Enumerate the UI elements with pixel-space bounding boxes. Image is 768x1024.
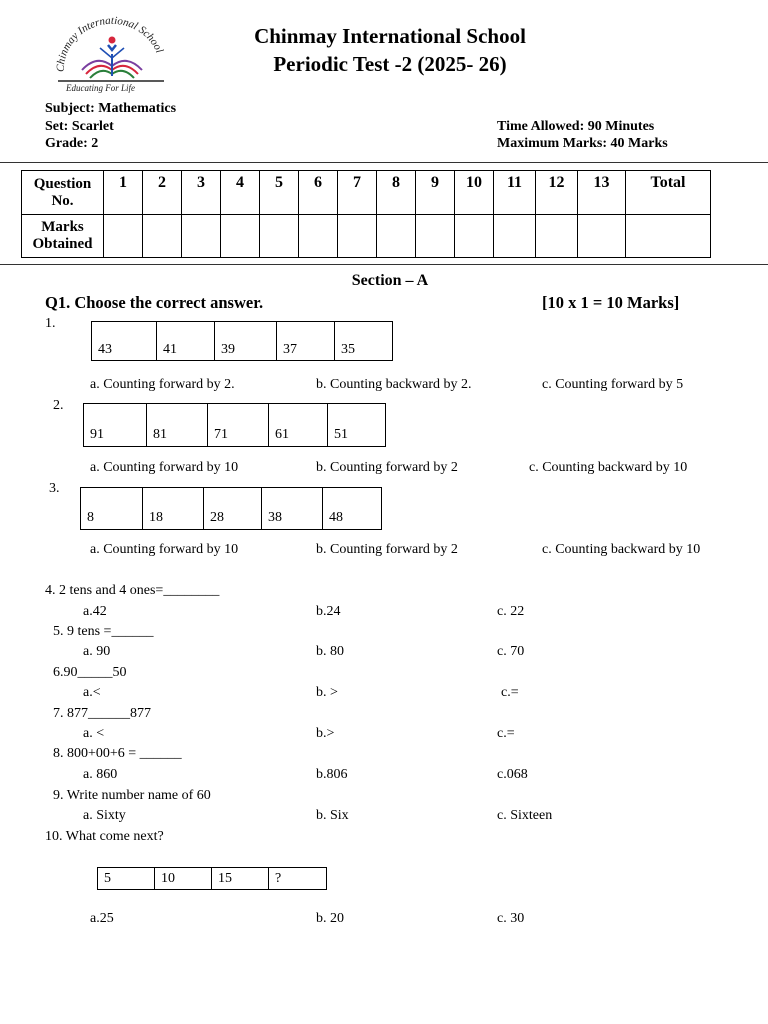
sequence-cell: 81 [147, 404, 208, 446]
set-label: Set: Scarlet [45, 119, 114, 134]
sequence-cell: 38 [262, 488, 323, 529]
number-sequence [91, 321, 393, 361]
marks-cell[interactable] [104, 215, 143, 258]
option-b[interactable]: b. Six [316, 808, 349, 823]
sequence-cell: 15 [212, 868, 269, 889]
sequence-cell: ? [275, 871, 282, 886]
qnum-cell: 8 [377, 171, 416, 215]
qnum-cell: 13 [578, 171, 626, 215]
number-sequence [80, 487, 382, 530]
sequence-cell: 51 [334, 427, 348, 442]
total-header: Total [626, 171, 711, 215]
sequence-cell: 48 [329, 510, 343, 525]
sequence-cell: 43 [92, 322, 157, 360]
option-a[interactable]: a. Counting forward by 2. [90, 377, 235, 392]
option-c[interactable]: c. Counting backward by 10 [542, 542, 701, 557]
option-c[interactable]: c. 30 [497, 911, 525, 926]
question-number: 2. [53, 398, 64, 413]
sequence-cell: 35 [341, 342, 355, 357]
divider-top [0, 162, 768, 163]
marks-cell[interactable] [455, 215, 494, 258]
maximum-marks: Maximum Marks: 40 Marks [497, 136, 668, 151]
option-b[interactable]: b.24 [316, 604, 341, 619]
sequence-cell: 91 [84, 404, 147, 446]
school-name: Chinmay International School [254, 24, 526, 48]
option-a[interactable]: a.< [83, 685, 101, 700]
option-c[interactable]: c.068 [497, 767, 528, 782]
question-number: 1. [45, 316, 56, 331]
option-c[interactable]: c. 70 [497, 644, 525, 659]
question-no-header: Question No. [22, 171, 104, 215]
qnum-cell: 7 [338, 171, 377, 215]
marks-cell[interactable] [416, 215, 455, 258]
option-b[interactable]: b.806 [316, 767, 348, 782]
number-sequence [97, 867, 327, 890]
marks-cell[interactable] [182, 215, 221, 258]
qnum-cell: 6 [299, 171, 338, 215]
question-text: 4. 2 tens and 4 ones=________ [45, 583, 220, 598]
option-a[interactable]: a. 90 [83, 644, 111, 659]
option-b[interactable]: b.> [316, 726, 335, 741]
option-a[interactable]: a. Counting forward by 10 [90, 542, 239, 557]
svg-text:Chinmay International School: Chinmay International School [54, 14, 166, 73]
q1-title: Q1. Choose the correct answer. [45, 293, 264, 312]
marks-cell[interactable] [494, 215, 536, 258]
marks-cell[interactable] [299, 215, 338, 258]
sequence-cell: 18 [143, 488, 204, 529]
option-b[interactable]: b. 80 [316, 644, 344, 659]
sequence-cell: 39 [215, 322, 277, 360]
sequence-cell: 41 [157, 322, 215, 360]
question-text: 6.90_____50 [53, 665, 127, 680]
marks-cell[interactable] [221, 215, 260, 258]
marks-cell[interactable] [338, 215, 377, 258]
question-text: 7. 877______877 [53, 706, 151, 721]
option-c[interactable]: c. 22 [497, 604, 525, 619]
option-b[interactable]: b. Counting forward by 2 [316, 460, 458, 475]
qnum-cell: 1 [104, 171, 143, 215]
divider-bottom [0, 264, 768, 265]
qnum-cell: 3 [182, 171, 221, 215]
test-title: Periodic Test -2 (2025- 26) [273, 52, 507, 76]
question-text: 9. Write number name of 60 [53, 788, 211, 803]
option-c[interactable]: c.= [497, 726, 515, 741]
sequence-cell: 61 [269, 404, 328, 446]
option-b[interactable]: b. Counting backward by 2. [316, 377, 472, 392]
marks-cell[interactable] [377, 215, 416, 258]
qnum-cell: 12 [536, 171, 578, 215]
svg-text:Educating For Life: Educating For Life [66, 83, 135, 93]
option-a[interactable]: a. Sixty [83, 808, 126, 823]
marks-cell[interactable] [260, 215, 299, 258]
option-c[interactable]: c. Counting backward by 10 [529, 460, 688, 475]
subject-label: Subject: Mathematics [45, 101, 177, 116]
qnum-cell: 4 [221, 171, 260, 215]
option-b[interactable]: b. Counting forward by 2 [316, 542, 458, 557]
sequence-cell: 71 [208, 404, 269, 446]
marks-cell[interactable] [578, 215, 626, 258]
sequence-cell: 5 [98, 868, 155, 889]
qnum-cell: 2 [143, 171, 182, 215]
question-text: 10. What come next? [45, 829, 164, 844]
question-text: 5. 9 tens =______ [53, 624, 154, 639]
time-allowed: Time Allowed: 90 Minutes [497, 119, 655, 134]
sequence-cell: 37 [277, 322, 335, 360]
option-a[interactable]: a. Counting forward by 10 [90, 460, 239, 475]
option-a[interactable]: a.42 [83, 604, 107, 619]
option-b[interactable]: b. > [316, 685, 338, 700]
option-c[interactable]: c.= [501, 685, 519, 700]
section-title: Section – A [351, 272, 429, 289]
option-c[interactable]: c. Counting forward by 5 [542, 377, 684, 392]
number-sequence [83, 403, 386, 447]
option-c[interactable]: c. Sixteen [497, 808, 553, 823]
question-text: 8. 800+00+6 = ______ [53, 746, 182, 761]
question-number: 3. [49, 481, 60, 496]
option-b[interactable]: b. 20 [316, 911, 344, 926]
grade-label: Grade: 2 [45, 136, 99, 151]
option-a[interactable]: a. < [83, 726, 105, 741]
marks-obtained-header: Marks Obtained [22, 215, 104, 258]
qnum-cell: 11 [494, 171, 536, 215]
marks-cell[interactable] [143, 215, 182, 258]
qnum-cell: 9 [416, 171, 455, 215]
sequence-cell: 8 [81, 488, 143, 529]
qnum-cell: 10 [455, 171, 494, 215]
q1-marks: [10 x 1 = 10 Marks] [542, 293, 680, 312]
marks-table [21, 170, 711, 258]
option-a[interactable]: a. 860 [83, 767, 118, 782]
qnum-cell: 5 [260, 171, 299, 215]
option-a[interactable]: a.25 [90, 911, 114, 926]
sequence-cell: 10 [155, 868, 212, 889]
marks-cell[interactable] [536, 215, 578, 258]
sequence-cell: 28 [204, 488, 262, 529]
total-cell[interactable] [626, 215, 711, 258]
